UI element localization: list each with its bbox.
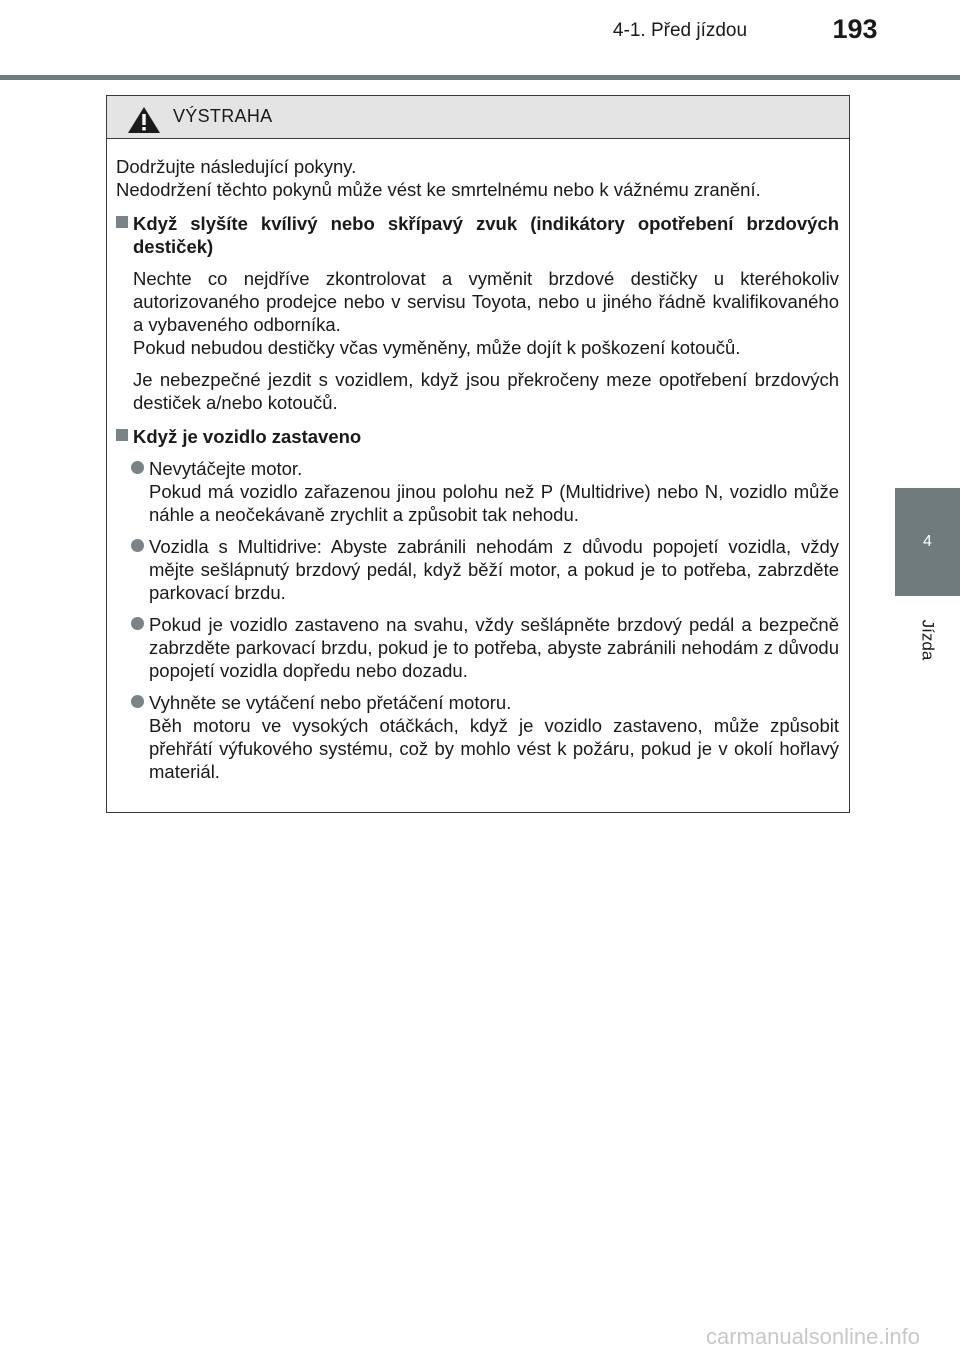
list-item-text: Pokud je vozidlo zastaveno na svahu, vždy sešlápněte brzdový pedál a bezpečně zabrzděte parkovací brzdu, pokud je to potřeba, abyste zabránili nehodám z důvodu popojetí vozidla dopředu nebo dozadu. bbox=[149, 614, 839, 681]
warning-box bbox=[106, 95, 850, 813]
circle-bullet-icon bbox=[131, 613, 149, 636]
paragraph bbox=[133, 368, 839, 414]
circle-bullet-icon bbox=[131, 457, 149, 480]
chapter-tab[interactable] bbox=[895, 488, 960, 596]
section-title: 4-1. Před jízdou bbox=[612, 20, 748, 41]
section-heading bbox=[116, 425, 839, 448]
chapter-label-text: Jízda bbox=[918, 619, 938, 661]
list-item-text: Vyhněte se vytáčení nebo přetáčení motoru. bbox=[149, 692, 512, 713]
paragraph-text: Pokud nebudou destičky včas vyměněny, může dojít k poškození kotoučů. bbox=[133, 337, 741, 358]
intro-line: Dodržujte následující pokyny. bbox=[116, 156, 357, 177]
warning-header bbox=[107, 96, 849, 139]
intro-line: Nedodržení těchto pokynů může vést ke smrtelnému nebo k vážnému zranění. bbox=[116, 179, 761, 200]
circle-bullet-icon bbox=[131, 691, 149, 714]
list-item bbox=[131, 457, 839, 526]
header-divider bbox=[0, 75, 960, 80]
paragraph bbox=[133, 267, 839, 359]
section-heading-text: Když je vozidlo zastaveno bbox=[133, 426, 362, 447]
list-item-text: Nevytáčejte motor. bbox=[149, 458, 303, 479]
square-bullet-icon bbox=[116, 212, 133, 235]
list-item bbox=[131, 613, 839, 682]
list-item-text: Pokud má vozidlo zařazenou jinou polohu než P (Multidrive) nebo N, vozidlo může náhle a neočekávaně zrychlit a způsobit tak nehodu. bbox=[149, 481, 839, 525]
circle-bullet-icon bbox=[131, 535, 149, 558]
warning-body bbox=[107, 139, 849, 783]
warning-triangle-icon bbox=[127, 106, 161, 134]
list-item bbox=[131, 691, 839, 783]
paragraph-text: Je nebezpečné jezdit s vozidlem, když jsou překročeny meze opotřebení brzdových destiček a/nebo kotoučů. bbox=[133, 369, 839, 413]
section-heading-text: Když slyšíte kvílivý nebo skřípavý zvuk (indikátory opotřebení brzdových destiček) bbox=[133, 213, 839, 257]
chapter-number: 4 bbox=[923, 533, 932, 550]
section-heading bbox=[116, 212, 839, 258]
list-item-text: Běh motoru ve vysokých otáčkách, když je vozidlo zastaveno, může způsobit přehřátí výfukového systému, což by mohlo vést k požáru, pokud je v okolí hořlavý materiál. bbox=[149, 715, 839, 782]
paragraph-text: Nechte co nejdříve zkontrolovat a vyměnit brzdové destičky u kteréhokoliv autorizovaného prodejce nebo v servisu Toyota, nebo u jiného řádně kvalifikovaného a vybaveného odborníka. bbox=[133, 268, 839, 335]
page-number: 193 bbox=[832, 14, 878, 44]
list-item bbox=[131, 535, 839, 604]
list-item-text: Vozidla s Multidrive: Abyste zabránili nehodám z důvodu popojetí vozidla, vždy mějte sešlápnutý brzdový pedál, když běží motor, a pokud je to potřeba, zabrzděte parkovací brzdu. bbox=[149, 536, 839, 603]
chapter-label bbox=[895, 600, 960, 680]
warning-title: VÝSTRAHA bbox=[173, 106, 273, 126]
square-bullet-icon bbox=[116, 425, 133, 448]
watermark: carmanualsonline.info bbox=[705, 1324, 920, 1349]
